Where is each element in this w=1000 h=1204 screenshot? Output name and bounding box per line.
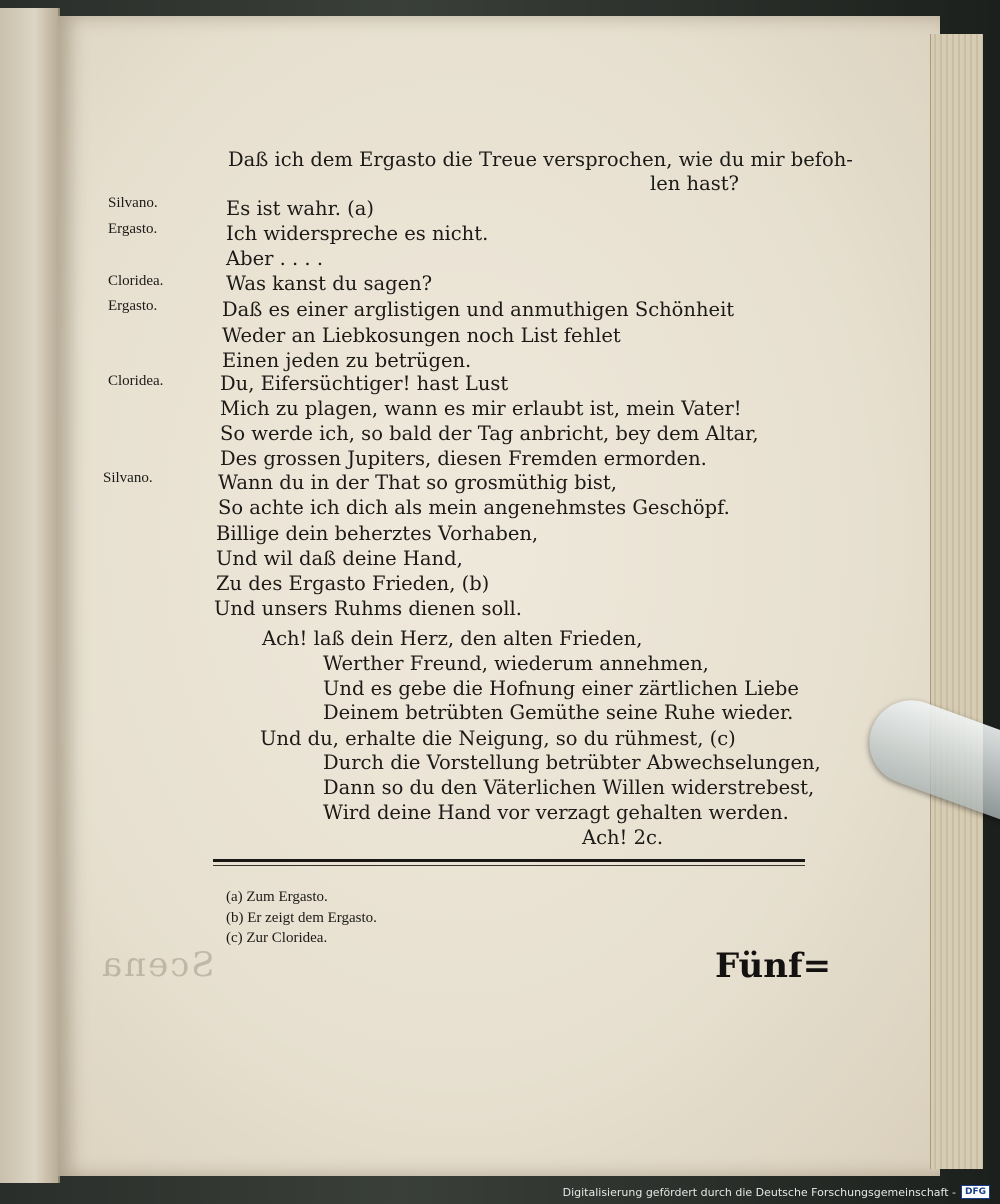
aria-line: Deinem betrübten Gemüthe seine Ruhe wieder.	[323, 701, 794, 724]
speaker-silvano: Silvano.	[103, 470, 153, 486]
book-page	[58, 16, 940, 1176]
aria-line: Dann so du den Väterlichen Willen widerstrebest,	[323, 776, 815, 799]
left-page-edge	[0, 8, 60, 1183]
verse-line: Ich widerspreche es nicht.	[226, 222, 489, 245]
speaker-cloridea: Cloridea.	[108, 373, 164, 389]
verse-line: Du, Eifersüchtiger! hast Lust	[220, 372, 509, 395]
speaker-ergasto: Ergasto.	[108, 298, 158, 314]
aria-line: Ach! 2c.	[582, 826, 664, 849]
catchword: Fünf=	[715, 946, 832, 986]
aria-line: Durch die Vorstellung betrübter Abwechselungen,	[323, 751, 821, 774]
footnote: (b) Er zeigt dem Ergasto.	[226, 910, 377, 926]
verse-line: Einen jeden zu betrügen.	[222, 349, 472, 372]
footnote: (a) Zum Ergasto.	[226, 889, 328, 905]
footnote-rule	[213, 865, 805, 866]
verse-line: Und unsers Ruhms dienen soll.	[214, 597, 522, 620]
digitization-footer	[563, 1184, 990, 1200]
dfg-logo: DFG	[961, 1185, 990, 1199]
bleed-through-text: Scena	[100, 945, 215, 985]
verse-line: Des grossen Jupiters, diesen Fremden ermorden.	[220, 447, 707, 470]
speaker-silvano: Silvano.	[108, 195, 158, 211]
footnote-rule	[213, 859, 805, 862]
speaker-ergasto: Ergasto.	[108, 221, 158, 237]
aria-line: Und du, erhalte die Neigung, so du rühmest, (c)	[260, 727, 736, 750]
verse-line: Wann du in der That so grosmüthig bist,	[218, 471, 617, 494]
footer-text: Digitalisierung gefördert durch die Deutsche Forschungsgemeinschaft -	[562, 1185, 956, 1199]
verse-line: len hast?	[650, 172, 740, 195]
verse-line: So achte ich dich als mein angenehmstes Geschöpf.	[218, 496, 730, 519]
footnote: (c) Zur Cloridea.	[226, 930, 328, 946]
aria-line: Wird deine Hand vor verzagt gehalten werden.	[323, 801, 789, 824]
verse-line: Es ist wahr. (a)	[226, 197, 375, 220]
verse-line: Aber . . . .	[226, 247, 324, 270]
verse-line: Daß es einer arglistigen und anmuthigen Schönheit	[222, 298, 735, 321]
verse-line: Billige dein beherztes Vorhaben,	[216, 522, 539, 545]
verse-line: Daß ich dem Ergasto die Treue versprochen, wie du mir befoh-	[228, 148, 853, 171]
verse-line: Zu des Ergasto Frieden, (b)	[216, 572, 490, 595]
aria-line: Werther Freund, wiederum annehmen,	[323, 652, 709, 675]
verse-line: Mich zu plagen, wann es mir erlaubt ist, mein Vater!	[220, 397, 742, 420]
verse-line: Und wil daß deine Hand,	[216, 547, 463, 570]
aria-line: Und es gebe die Hofnung einer zärtlichen Liebe	[323, 677, 799, 700]
aria-line: Ach! laß dein Herz, den alten Frieden,	[262, 627, 643, 650]
verse-line: Was kanst du sagen?	[226, 272, 433, 295]
speaker-cloridea: Cloridea.	[108, 273, 164, 289]
page-edges	[930, 34, 983, 1169]
verse-line: Weder an Liebkosungen noch List fehlet	[222, 324, 621, 347]
verse-line: So werde ich, so bald der Tag anbricht, bey dem Altar,	[220, 422, 759, 445]
